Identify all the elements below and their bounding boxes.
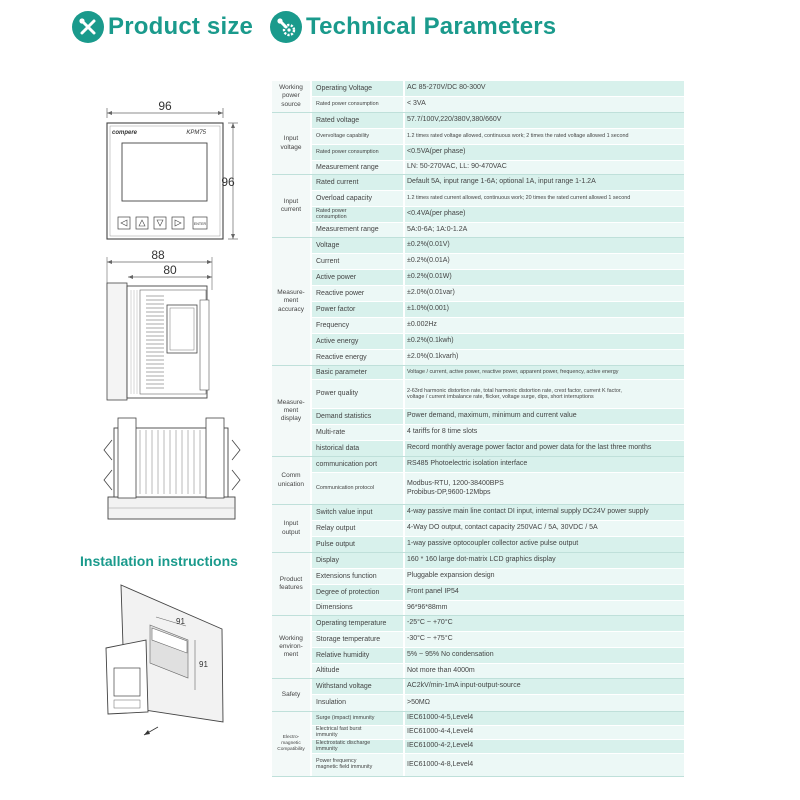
param-value: 4 tariffs for 8 time slots bbox=[405, 425, 684, 440]
product-size-title: Product size bbox=[108, 13, 254, 40]
param-value: 160 * 160 large dot-matrix LCD graphics display bbox=[405, 553, 684, 568]
param-value: ±1.0%(0.001) bbox=[405, 302, 684, 317]
wrench-gear-icon bbox=[270, 11, 302, 43]
param-name: Reactive energy bbox=[312, 350, 403, 365]
param-name: Rated power consumption bbox=[312, 145, 403, 160]
param-row bbox=[312, 129, 684, 145]
param-row bbox=[312, 505, 684, 521]
param-row bbox=[312, 366, 684, 380]
technical-parameters-table bbox=[272, 81, 684, 777]
param-row bbox=[312, 679, 684, 695]
param-name: Altitude bbox=[312, 664, 403, 678]
param-name: Insulation bbox=[312, 695, 403, 711]
param-name: Power frequency magnetic field immunity bbox=[312, 754, 403, 776]
param-row bbox=[312, 473, 684, 505]
param-value: 5A:0-6A; 1A:0-1.2A bbox=[405, 223, 684, 237]
param-name: Voltage bbox=[312, 238, 403, 253]
param-row bbox=[312, 632, 684, 648]
param-row bbox=[312, 175, 684, 191]
model-text: KPM75 bbox=[186, 130, 206, 136]
param-row bbox=[312, 569, 684, 585]
param-row bbox=[312, 191, 684, 207]
param-value: -25°C ~ +70°C bbox=[405, 616, 684, 631]
param-name: Frequency bbox=[312, 318, 403, 333]
param-row bbox=[312, 238, 684, 254]
installation-drawing bbox=[106, 585, 223, 735]
param-name: historical data bbox=[312, 441, 403, 456]
param-value: < 3VA bbox=[405, 97, 684, 112]
param-row bbox=[312, 270, 684, 286]
section-category: Electro- magnetic Compatibility bbox=[272, 712, 310, 776]
param-row bbox=[312, 302, 684, 318]
param-value: ±0.2%(0.01V) bbox=[405, 238, 684, 253]
param-value: Front panel IP54 bbox=[405, 585, 684, 600]
brand-text: compere bbox=[112, 130, 138, 136]
section-category: Working power source bbox=[272, 81, 310, 112]
param-row bbox=[312, 754, 684, 777]
param-name: Demand statistics bbox=[312, 409, 403, 424]
param-name: Measurement range bbox=[312, 223, 403, 237]
param-name: Display bbox=[312, 553, 403, 568]
product-drawings bbox=[0, 0, 270, 800]
param-value: 57.7/100V,220/380V,380/660V bbox=[405, 113, 684, 128]
param-name: Storage temperature bbox=[312, 632, 403, 647]
param-value: 4-way passive main line contact DI input, internal supply DC24V power supply bbox=[405, 505, 684, 520]
param-value: Voltage / current, active power, reactive power, apparent power, frequency, active energy bbox=[405, 366, 684, 379]
dim-depth-80-text: 80 bbox=[163, 263, 177, 277]
param-value: Pluggable expansion design bbox=[405, 569, 684, 584]
param-value: 1-way passive optocoupler collector active pulse output bbox=[405, 537, 684, 552]
param-value: ±0.2%(0.1kwh) bbox=[405, 334, 684, 349]
param-row bbox=[312, 380, 684, 409]
param-name: Overload capacity bbox=[312, 191, 403, 206]
cutout-91-top-text: 91 bbox=[176, 617, 185, 626]
param-value: ±0.2%(0.01W) bbox=[405, 270, 684, 285]
param-row bbox=[312, 664, 684, 679]
param-row bbox=[312, 616, 684, 632]
section-category: Working environ- ment bbox=[272, 616, 310, 678]
installation-instructions-title: Installation instructions bbox=[80, 553, 238, 569]
param-row bbox=[312, 113, 684, 129]
param-value: >50MΩ bbox=[405, 695, 684, 711]
param-row bbox=[312, 712, 684, 726]
param-value: Not more than 4000m bbox=[405, 664, 684, 678]
param-row bbox=[312, 585, 684, 601]
param-name: Rated voltage bbox=[312, 113, 403, 128]
param-name: Power factor bbox=[312, 302, 403, 317]
param-name: Measurement range bbox=[312, 161, 403, 174]
param-name: Electrical fast burst immunity bbox=[312, 726, 403, 739]
section-category: Safety bbox=[272, 679, 310, 711]
param-row bbox=[312, 409, 684, 425]
param-row bbox=[312, 97, 684, 113]
param-value: IEC61000-4-2,Level4 bbox=[405, 740, 684, 753]
param-value: Default 5A, input range 1-6A; optional 1A, input range 1-1.2A bbox=[405, 175, 684, 190]
section-category: Input output bbox=[272, 505, 310, 552]
param-name: Operating temperature bbox=[312, 616, 403, 631]
param-name: Electrostatic discharge immunity bbox=[312, 740, 403, 753]
param-name: Relay output bbox=[312, 521, 403, 536]
param-name: Rated power consumption bbox=[312, 207, 403, 222]
front-view-drawing bbox=[107, 99, 238, 239]
param-value: 2-63rd harmonic distortion rate, total harmonic distortion rate, crest factor, current K factor, voltage / current imbalance rate, flicker, voltage surge, dips, short interruptions bbox=[405, 380, 684, 408]
param-name: Power quality bbox=[312, 380, 403, 408]
side-view-drawing bbox=[107, 248, 212, 400]
param-row bbox=[312, 334, 684, 350]
cutout-91-side-text: 91 bbox=[199, 660, 208, 669]
param-value: <0.4VA(per phase) bbox=[405, 207, 684, 222]
param-name: Communication protocol bbox=[312, 473, 403, 504]
param-row bbox=[312, 207, 684, 223]
param-value: Power demand, maximum, minimum and current value bbox=[405, 409, 684, 424]
param-name: Operating Voltage bbox=[312, 81, 403, 96]
technical-parameters-title: Technical Parameters bbox=[306, 13, 557, 40]
dim-height-text: 96 bbox=[221, 175, 235, 189]
param-row bbox=[312, 318, 684, 334]
param-value: IEC61000-4-4,Level4 bbox=[405, 726, 684, 739]
param-value: Record monthly average power factor and power data for the last three months bbox=[405, 441, 684, 456]
param-name: Basic parameter bbox=[312, 366, 403, 379]
param-row bbox=[312, 648, 684, 664]
param-name: Dimensions bbox=[312, 601, 403, 615]
section-category: Product features bbox=[272, 553, 310, 615]
param-value: AC2kV/min-1mA input-output-source bbox=[405, 679, 684, 694]
param-value: <0.5VA(per phase) bbox=[405, 145, 684, 160]
param-name: Current bbox=[312, 254, 403, 269]
param-row bbox=[312, 553, 684, 569]
section-category: Input current bbox=[272, 175, 310, 237]
param-name: Multi-rate bbox=[312, 425, 403, 440]
param-value: Modbus-RTU, 1200-38400BPS Probibus-DP,9600-12Mbps bbox=[405, 473, 684, 504]
param-name: Pulse output bbox=[312, 537, 403, 552]
param-value: ±0.002Hz bbox=[405, 318, 684, 333]
param-row bbox=[312, 161, 684, 175]
param-row bbox=[312, 286, 684, 302]
param-name: Rated current bbox=[312, 175, 403, 190]
param-value: 5% ~ 95% No condensation bbox=[405, 648, 684, 663]
section-category: Measure- ment display bbox=[272, 366, 310, 456]
dim-width-text: 96 bbox=[158, 99, 172, 113]
section-category: Input voltage bbox=[272, 113, 310, 174]
param-name: Extensions function bbox=[312, 569, 403, 584]
param-row bbox=[312, 145, 684, 161]
param-name: Surge (impact) immunity bbox=[312, 712, 403, 725]
param-value: IEC61000-4-8,Level4 bbox=[405, 754, 684, 776]
param-row bbox=[312, 601, 684, 616]
param-row bbox=[312, 726, 684, 740]
param-value: AC 85-270V/DC 80-300V bbox=[405, 81, 684, 96]
param-value: 4-Way DO output, contact capacity 250VAC / 5A, 30VDC / 5A bbox=[405, 521, 684, 536]
enter-key-text: ENTER bbox=[193, 222, 207, 226]
param-value: -30°C ~ +75°C bbox=[405, 632, 684, 647]
param-name: Rated power consumption bbox=[312, 97, 403, 112]
param-value: LN: 50-270VAC, LL: 90-470VAC bbox=[405, 161, 684, 174]
param-value: IEC61000-4-5,Level4 bbox=[405, 712, 684, 725]
section-category: Comm unication bbox=[272, 457, 310, 504]
param-name: communication port bbox=[312, 457, 403, 472]
dim-depth-88-text: 88 bbox=[151, 248, 165, 262]
param-row bbox=[312, 537, 684, 553]
param-name: Active power bbox=[312, 270, 403, 285]
param-name: Active energy bbox=[312, 334, 403, 349]
param-value: 1.2 times rated voltage allowed, continuous work; 2 times the rated voltage allowed 1 second bbox=[405, 129, 684, 144]
param-value: RS485 Photoelectric isolation interface bbox=[405, 457, 684, 472]
param-value: ±2.0%(0.01var) bbox=[405, 286, 684, 301]
param-row bbox=[312, 695, 684, 712]
param-name: Switch value input bbox=[312, 505, 403, 520]
param-row bbox=[312, 350, 684, 366]
param-name: Withstand voltage bbox=[312, 679, 403, 694]
param-row bbox=[312, 81, 684, 97]
param-row bbox=[312, 425, 684, 441]
technical-parameters-header bbox=[270, 10, 556, 44]
param-value: ±2.0%(0.1kvarh) bbox=[405, 350, 684, 365]
param-value: ±0.2%(0.01A) bbox=[405, 254, 684, 269]
param-row bbox=[312, 441, 684, 457]
param-name: Relative humidity bbox=[312, 648, 403, 663]
param-name: Reactive power bbox=[312, 286, 403, 301]
param-row bbox=[312, 740, 684, 754]
param-value: 1.2 times rated current allowed, continuous work; 20 times the rated current allowed 1 second bbox=[405, 191, 684, 206]
param-row bbox=[312, 254, 684, 270]
top-view-drawing bbox=[104, 418, 240, 519]
param-value: 96*96*88mm bbox=[405, 601, 684, 615]
param-name: Degree of protection bbox=[312, 585, 403, 600]
param-row bbox=[312, 521, 684, 537]
section-category: Measure- ment accuracy bbox=[272, 238, 310, 365]
param-row bbox=[312, 457, 684, 473]
section-divider bbox=[272, 776, 684, 777]
param-name: Overvoltage capability bbox=[312, 129, 403, 144]
param-row bbox=[312, 223, 684, 238]
